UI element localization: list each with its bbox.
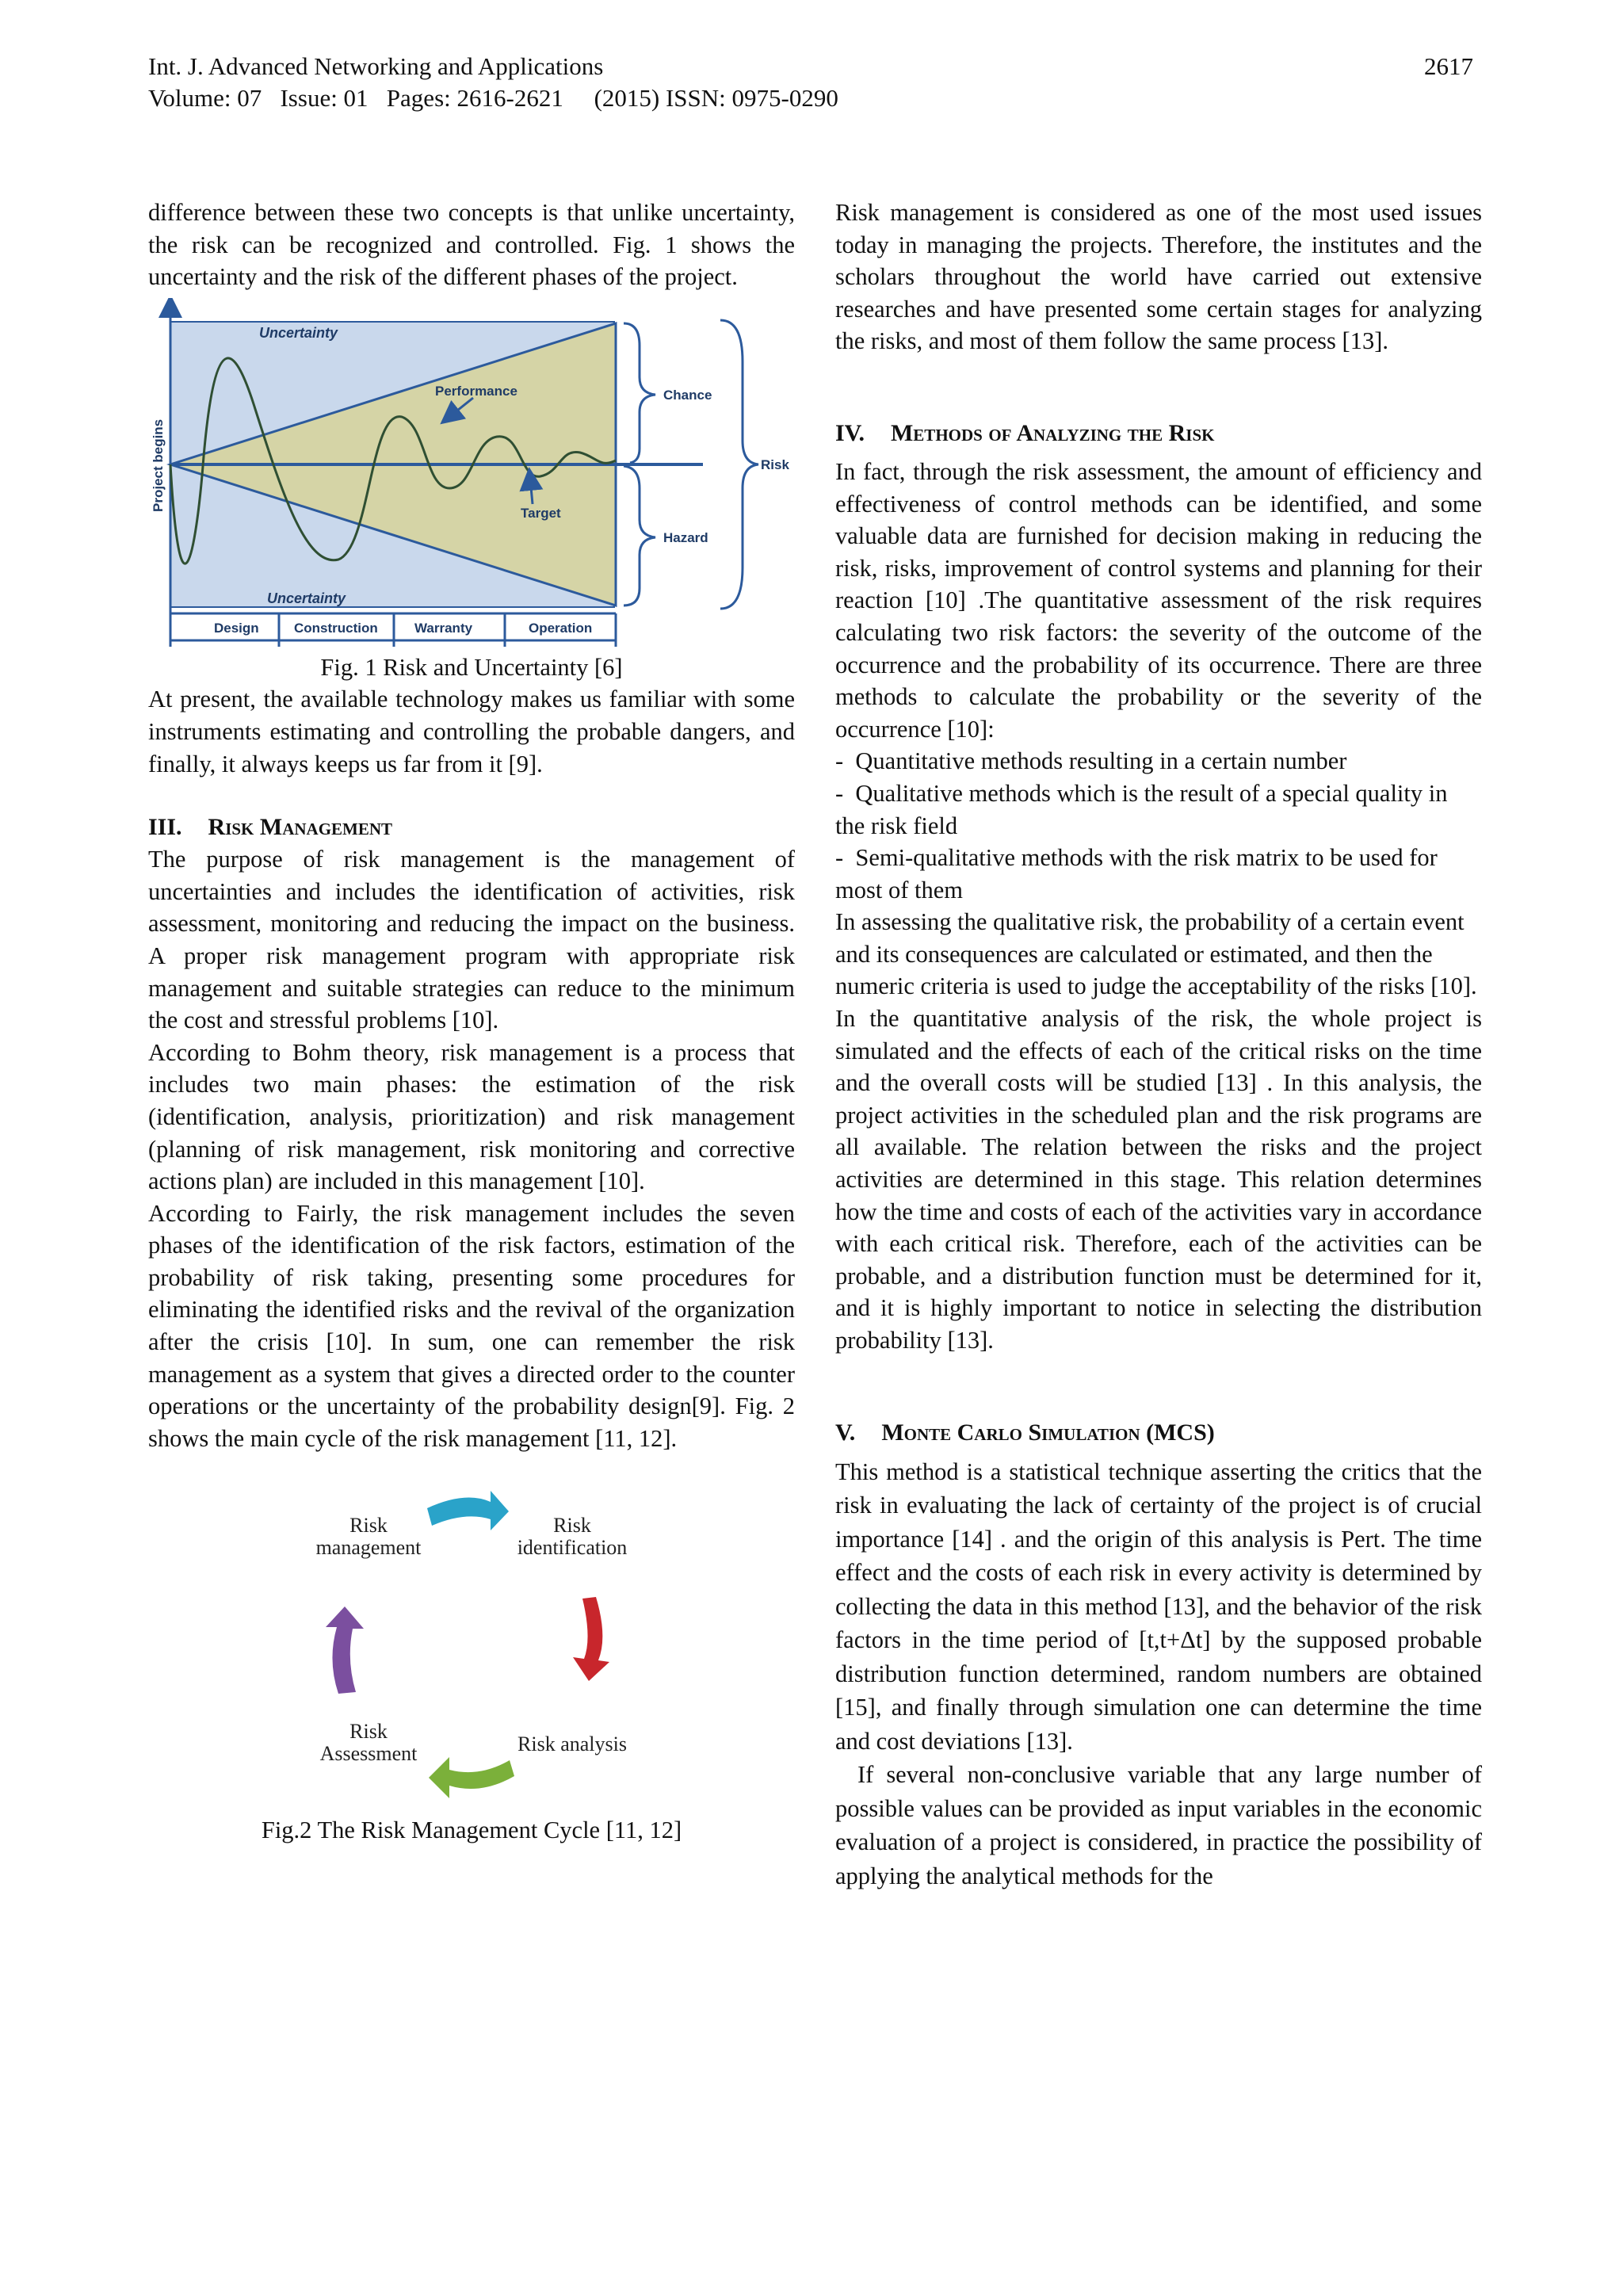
cycle-arrow-blue xyxy=(427,1491,509,1530)
journal-title: Int. J. Advanced Networking and Applications xyxy=(148,52,604,80)
risk-uncertainty-diagram xyxy=(148,298,795,655)
section-4-number: IV. xyxy=(835,419,865,446)
section-4-title: Methods of Analyzing the Risk xyxy=(890,419,1215,446)
label-uncertainty-top: Uncertainty xyxy=(259,324,338,341)
cycle-arrow-purple xyxy=(326,1606,364,1694)
label-risk-analysis: Risk analysis xyxy=(517,1733,627,1756)
section-3-number: III. xyxy=(148,814,182,841)
paragraph-sec4-3: In the quantitative analysis of the risk, the whole project is simulated and the effects of each of the critical risks on the time and the overall costs will be studied [13] . In this analysis, the project activities in the scheduled plan and the risk programs are all available. The relation between the risks and the project activities are determined in this stage. This relation determines how the time and costs of each of the activities vary in accordance with each critical risk. Therefore, each of the activities can be probable, and a distribution function must be determined for it, and it is highly important to notice in selecting the distribution probability [13]. xyxy=(835,1005,1482,1354)
paragraph-intro: difference between these two concepts is that unlike uncertainty, the risk can be recognized and controlled. Fig. 1 shows the uncertainty and the risk of the different phases of the project. xyxy=(148,199,795,291)
label-risk-management-2: management xyxy=(315,1536,422,1560)
list-item-qualitative: - Qualitative methods which is the result of a special quality in the risk field xyxy=(835,779,1454,839)
section-5-title: Monte Carlo Simulation xyxy=(881,1419,1140,1446)
figure-2-caption: Fig.2 The Risk Management Cycle [11, 12] xyxy=(261,1817,682,1844)
section-3-title: Risk Management xyxy=(208,814,393,841)
phase-construction: Construction xyxy=(294,620,378,636)
label-risk-assessment-2: Assessment xyxy=(319,1742,418,1766)
page-number: 2617 xyxy=(1424,52,1473,80)
figure-1-caption: Fig. 1 Risk and Uncertainty [6] xyxy=(320,653,623,681)
paragraph-sec5-1: This method is a statistical technique asserting the critics that the risk in evaluating the lack of certainty of the project is of crucial importance [14] . and the origin of this analysis is Pert. The time effect and the costs of each risk in every activity is determined by collecting the data in this method [13], and the behavior of the risk factors in the time period of [t,t+Δt] by the supposed probable distribution function determined, random numbers are obtained [15], and finally through simulation one can determine the time and cost deviations [13]. xyxy=(835,1457,1482,1755)
phase-operation: Operation xyxy=(529,620,593,636)
section-5-heading xyxy=(835,1417,1482,1449)
cycle-arrow-green xyxy=(429,1757,514,1798)
figure-1 xyxy=(148,298,795,655)
phase-design: Design xyxy=(214,620,259,636)
paragraph-sec4-1: In fact, through the risk assessment, the amount of efficiency and effectiveness of control methods can be identified, and some valuable data are furnished for decision making in reducing the risk, risks, improvement of control systems and planning for their reaction [10] .The quantitative assessment of the risk requires calculating two risk factors: the severity of the outcome of the occurrence and the probability of its occurrence. There are three methods to calculate the probability or the severity of the occurrence [10]: xyxy=(835,457,1482,743)
volume-line: Volume: 07 Issue: 01 Pages: 2616-2621 (2015) ISSN: 0975-0290 xyxy=(148,84,838,112)
paragraph-sec5-2: If several non-conclusive variable that any large number of possible values can be provided as input variables in the economic evaluation of a project is considered, in practice the possibility of applying the analytical methods for the xyxy=(835,1761,1482,1889)
risk-cycle-diagram xyxy=(148,1462,795,1811)
paragraph-after-fig1: At present, the available technology makes us familiar with some instruments estimating and controlling the probable dangers, and finally, it always keeps us far from it [9]. xyxy=(148,686,795,777)
left-column xyxy=(148,197,795,1847)
phase-warranty: Warranty xyxy=(414,620,473,636)
paragraph-right-top: Risk management is considered as one of the most used issues today in managing the projects. Therefore, the institutes and the scholars throughout the world have carried out extensive researches and have presented some certain stages for analyzing the risks, and most of them follow the same process [13]. xyxy=(835,199,1482,355)
label-risk-identification-1: Risk xyxy=(553,1514,591,1538)
label-risk-identification-2: identification xyxy=(517,1536,628,1560)
list-item-quantitative: - Quantitative methods resulting in a certain number xyxy=(835,747,1347,775)
paragraph-sec3-1: The purpose of risk management is the management of uncertainties and includes the identification of activities, risk assessment, monitoring and reducing the impact on the business. A proper risk management program with appropriate risk management and suitable strategies can reduce to the minimum the cost and stressful problems [10]. xyxy=(148,846,795,1034)
label-risk-assessment-1: Risk xyxy=(349,1720,388,1744)
label-chance: Chance xyxy=(663,387,712,403)
cycle-arrow-red xyxy=(573,1597,609,1681)
section-5-abbr: (MCS) xyxy=(1140,1419,1215,1446)
list-item-semi-qualitative: - Semi-qualitative methods with the risk matrix to be used for most of them xyxy=(835,844,1444,904)
label-uncertainty-bottom: Uncertainty xyxy=(267,590,346,606)
label-project-begins: Project begins xyxy=(151,418,166,512)
figure-2 xyxy=(148,1462,795,1811)
label-hazard: Hazard xyxy=(663,529,708,545)
right-column xyxy=(835,197,1482,1893)
section-5-number: V. xyxy=(835,1419,856,1446)
section-3-heading xyxy=(148,812,795,843)
label-risk-management-1: Risk xyxy=(349,1514,388,1538)
section-4-heading xyxy=(835,418,1482,449)
paragraph-sec3-3: According to Fairly, the risk management includes the seven phases of the identification of the risk factors, estimation of the probability of risk taking, presenting some procedures for eliminating the identified risks and the revival of the organization after the crisis [10]. In sum, one can remember the risk management as a system that gives a directed order to the counter operations or the uncertainty of the probability design[9]. Fig. 2 shows the main cycle of the risk management [11, 12]. xyxy=(148,1199,795,1452)
paragraph-sec4-2: In assessing the qualitative risk, the probability of a certain event and its consequences are calculated or estimated, and then the numeric criteria is used to judge the acceptability of the risks [10]. xyxy=(835,908,1477,1000)
label-performance: Performance xyxy=(435,383,517,399)
label-risk: Risk xyxy=(761,457,789,472)
list-methods xyxy=(835,745,1482,906)
label-target: Target xyxy=(521,505,561,521)
paragraph-sec3-2: According to Bohm theory, risk management is a process that includes two main phases: the estimation of the risk (identification, analysis, prioritization) and risk management (planning of risk management, risk monitoring and corrective actions plan) are included in this management [10]. xyxy=(148,1038,795,1195)
